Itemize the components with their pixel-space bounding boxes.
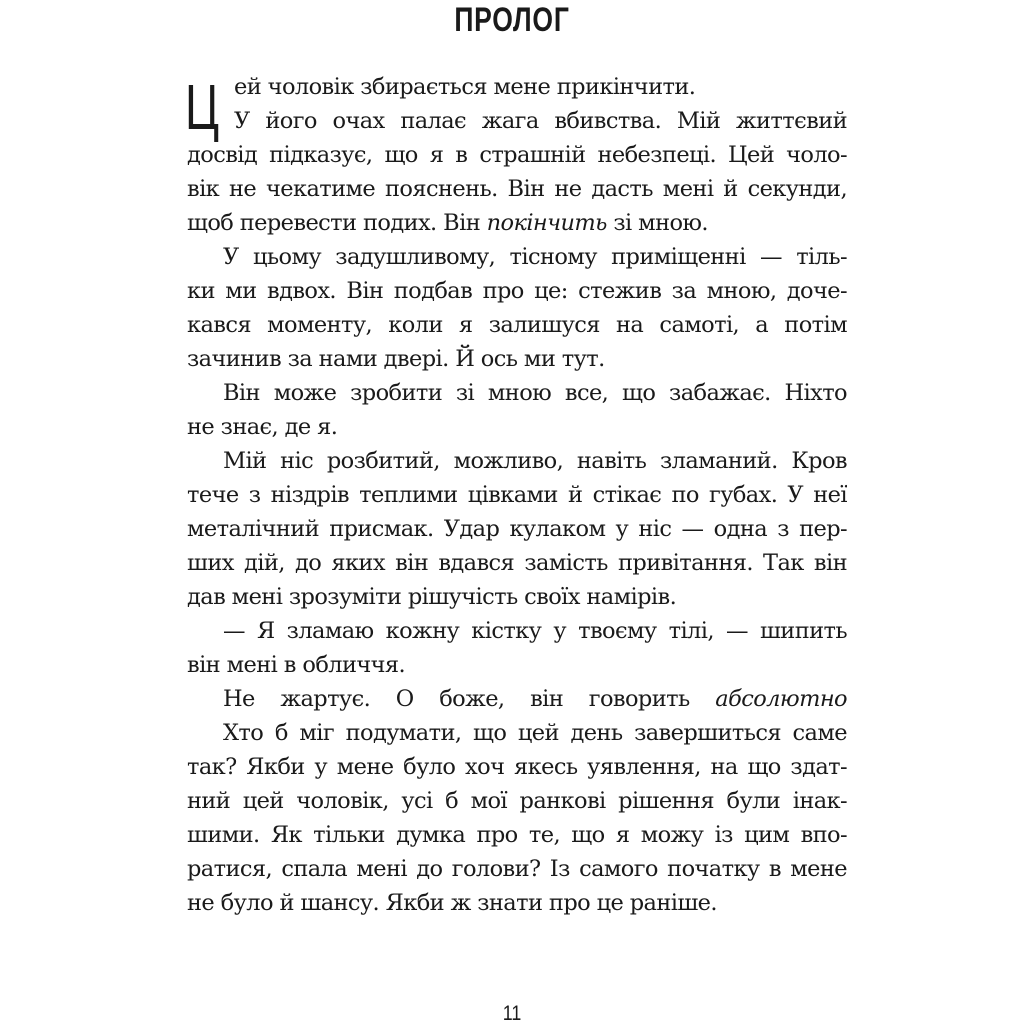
drop-cap-letter: Ц	[185, 71, 219, 143]
text-run: кався моменту, коли я залишуся на самоті, а потім	[187, 312, 847, 338]
text-run: металічний присмак. Удар кулаком у ніс — одна з пер-	[187, 516, 847, 542]
italic-text: покінчить	[486, 210, 607, 236]
italic-text: абсолютно	[715, 686, 847, 712]
text-line	[187, 546, 847, 580]
text-line	[187, 886, 847, 920]
text-line	[187, 648, 847, 682]
text-run: ки ми вдвох. Він подбав про це: стежив за мною, доче-	[187, 278, 847, 304]
text-line	[187, 206, 847, 240]
text-line	[187, 172, 847, 206]
text-run: У його очах палає жага вбивства. Мій життєвий	[234, 108, 847, 134]
text-line	[187, 512, 847, 546]
text-line	[187, 308, 847, 342]
page-number: 11	[502, 1002, 522, 1025]
text-line	[187, 682, 847, 716]
text-run: вік не чекатиме пояснень. Він не дасть мені й секунди,	[187, 176, 847, 202]
text-line	[187, 478, 847, 512]
text-line	[187, 750, 847, 784]
text-line	[187, 104, 847, 138]
text-line	[187, 410, 847, 444]
text-line	[187, 614, 847, 648]
text-run: не знає, де я.	[187, 414, 338, 440]
text-line	[187, 852, 847, 886]
text-line	[187, 444, 847, 478]
text-line	[187, 818, 847, 852]
text-line	[187, 784, 847, 818]
text-line	[187, 240, 847, 274]
text-run: ратися, спала мені до голови? Із самого початку в мене	[187, 856, 847, 882]
text-run: — Я зламаю кожну кістку у твоєму тілі, — шипить	[223, 618, 847, 644]
text-line	[187, 274, 847, 308]
text-line	[187, 580, 847, 614]
text-run: він мені в обличчя.	[187, 652, 406, 678]
text-run: Хто б міг подумати, що цей день завершиться саме	[223, 720, 847, 746]
text-run: Він може зробити зі мною все, що забажає. Ніхто	[223, 380, 847, 406]
text-run: У цьому задушливому, тісному приміщенні — тіль-	[223, 244, 847, 270]
text-run: Не жартує. О боже, він говорить	[223, 686, 716, 712]
text-line	[187, 138, 847, 172]
text-run: зі мною.	[606, 210, 708, 236]
text-run: досвід підказує, що я в страшній небезпеці. Цей чоло-	[187, 142, 847, 168]
chapter-title: ПРОЛОГ	[454, 1, 570, 39]
text-run: зачинив за нами двері. Й ось ми тут.	[187, 346, 605, 372]
text-run: ших дій, до яких він вдався замість привітання. Так він	[187, 550, 847, 576]
text-line	[187, 716, 847, 750]
text-line	[187, 342, 847, 376]
text-run: Мій ніс розбитий, можливо, навіть зламаний. Кров	[223, 448, 847, 474]
text-line	[187, 70, 847, 104]
text-line	[187, 376, 847, 410]
text-run: щоб перевести подих. Він	[187, 210, 487, 236]
text-run: дав мені зрозуміти рішучість своїх намірів.	[187, 584, 677, 610]
text-run: тече з ніздрів теплими цівками й стікає по губах. У неї	[187, 482, 847, 508]
text-run: не було й шансу. Якби ж знати про це раніше.	[187, 890, 717, 916]
text-run: так? Якби у мене було хоч якесь уявлення, на що здат-	[187, 754, 847, 780]
text-run: ний цей чоловік, усі б мої ранкові рішення були інак-	[187, 788, 847, 814]
text-run: шими. Як тільки думка про те, що я можу із цим впо-	[187, 822, 847, 848]
prologue-text	[187, 70, 847, 920]
text-run: ей чоловік збирається мене прикінчити.	[234, 74, 696, 100]
